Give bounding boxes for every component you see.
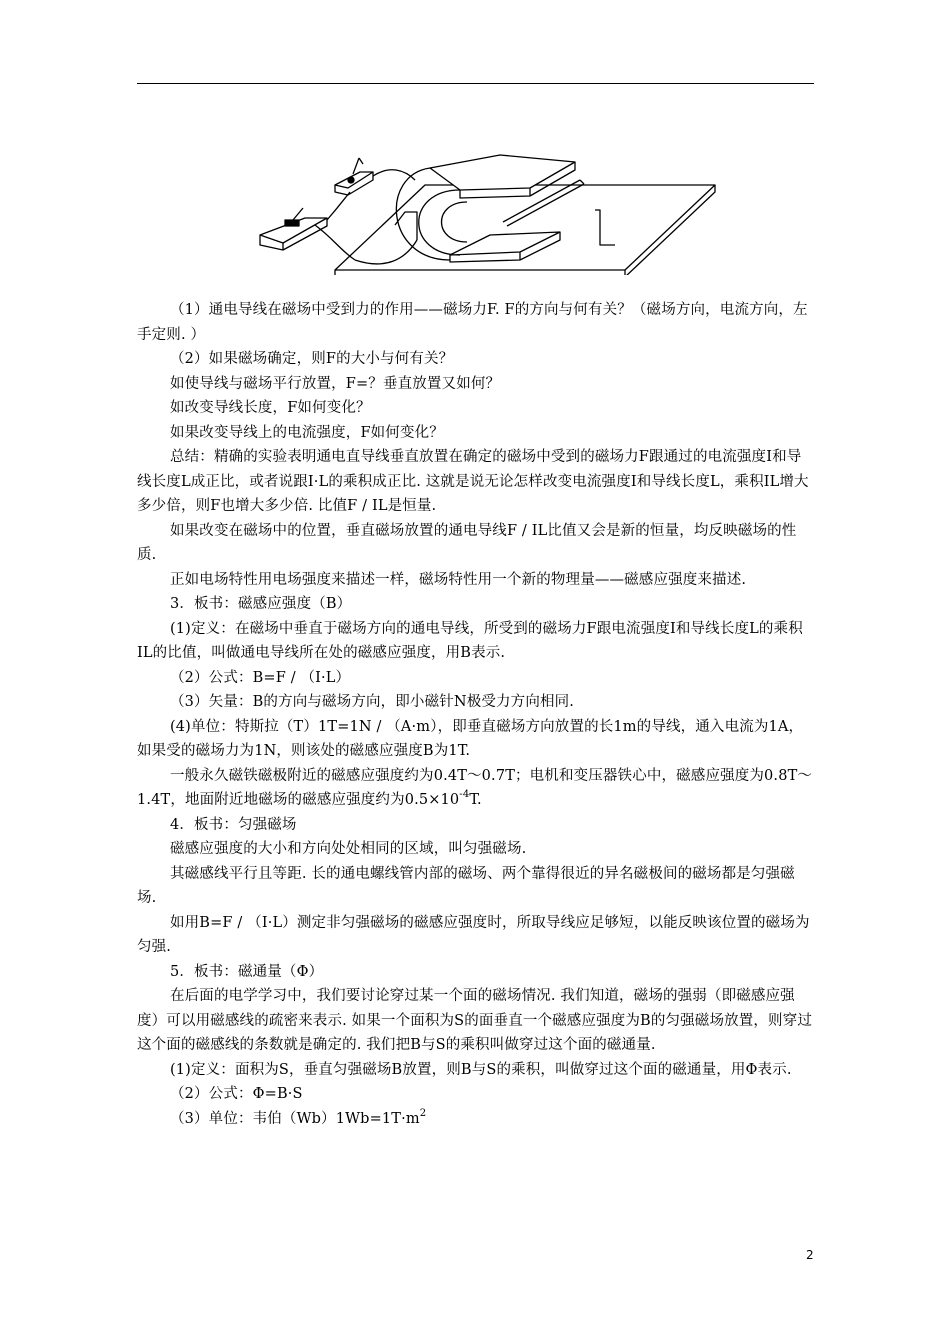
paragraph: 如改变导线长度，F如何变化？ xyxy=(170,400,371,416)
paragraph: 如使导线与磁场平行放置，F=？垂直放置又如何？ xyxy=(170,375,501,392)
definition-paragraph: (1)定义：在磁场中垂直于磁场方向的通电导线，所受到的磁场力F跟电流强度I和导线长度L的乘积IL的比值，叫做通电导线所在处的磁感应强度，用B表示. xyxy=(137,620,803,661)
section-heading: 5．板书：磁通量（Φ） xyxy=(170,963,324,980)
paragraph: 磁感应强度的大小和方向处处相同的区域，叫匀强磁场. xyxy=(170,841,527,857)
paragraph: （2）如果磁场确定，则F的大小与何有关？ xyxy=(170,351,454,367)
magnet-experiment-figure xyxy=(255,150,725,275)
paragraph: 如果改变导线上的电流强度，F如何变化？ xyxy=(170,424,444,441)
text-segment: 一般永久磁铁磁极附近的磁感应强度约为0.4T～0.7T；电机和变压器铁心中，磁感应强度为0.8T～1.4T，地面附近地磁场的磁感应强度约为0.5×10 xyxy=(137,767,813,808)
section-heading: 4．板书：匀强磁场 xyxy=(170,816,297,833)
section-heading: 3．板书：磁感应强度（B） xyxy=(170,596,352,612)
superscript: 2 xyxy=(419,1107,427,1119)
summary-paragraph: 总结：精确的实验表明通电直导线垂直放置在确定的磁场中受到的磁场力F跟通过的电流强度I和导线长度L成正比，或者说跟I·L的乘积成正比. 这就是说无论怎样改变电流强度I和导线长度L，乘积IL增大多少倍，则F也增大多少倍. 比值F / IL是恒量. xyxy=(137,449,809,514)
page-number: 2 xyxy=(806,1248,814,1262)
paragraph: 正如电场特性用电场强度来描述一样，磁场特性用一个新的物理量——磁感应强度来描述. xyxy=(170,571,747,588)
formula-paragraph: （2）公式：Φ=B·S xyxy=(170,1086,303,1102)
header-rule xyxy=(137,83,814,84)
definition-paragraph: (1)定义：面积为S，垂直匀强磁场B放置，则B与S的乘积，叫做穿过这个面的磁通量，用Φ表示. xyxy=(170,1061,792,1078)
paragraph xyxy=(137,764,814,813)
paragraph: 在后面的电学学习中，我们要讨论穿过某一个面的磁场情况. 我们知道，磁场的强弱（即磁感应强度）可以用磁感线的疏密来表示. 如果一个面积为S的面垂直一个磁感应强度为B的匀强磁场放置，则穿过这个面的磁感线的条数就是确定的. 我们把B与S的乘积叫做穿过这个面的磁通量. xyxy=(137,988,813,1053)
superscript: -4 xyxy=(459,789,470,801)
text-segment: T. xyxy=(469,792,482,808)
paragraph: 其磁感线平行且等距. 长的通电螺线管内部的磁场、两个靠得很近的异名磁极间的磁场都是匀强磁场. xyxy=(137,865,795,906)
unit-paragraph xyxy=(137,1107,814,1132)
paragraph: 如用B=F / （I·L）测定非匀强磁场的磁感应强度时，所取导线应足够短，以能反映该位置的磁场为匀强. xyxy=(137,914,810,955)
text-segment: （3）单位：韦伯（Wb）1Wb=1T·m xyxy=(170,1110,420,1127)
formula-paragraph: （2）公式：B=F / （I·L） xyxy=(170,669,351,686)
paragraph: 如果改变在磁场中的位置，垂直磁场放置的通电导线F / IL比值又会是新的恒量，均反映磁场的性质. xyxy=(137,522,797,563)
document-body xyxy=(137,298,814,1131)
paragraph: （1）通电导线在磁场中受到力的作用——磁场力F. F的方向与何有关？（磁场方向，电流方向，左手定则. ） xyxy=(137,302,808,343)
paragraph: （3）矢量：B的方向与磁场方向，即小磁针N极受力方向相同. xyxy=(170,694,575,710)
unit-paragraph: (4)单位：特斯拉（T）1T=1N / （A·m），即垂直磁场方向放置的长1m的导线，通入电流为1A，如果受的磁场力为1N，则该处的磁感应强度B为1T. xyxy=(137,718,804,759)
